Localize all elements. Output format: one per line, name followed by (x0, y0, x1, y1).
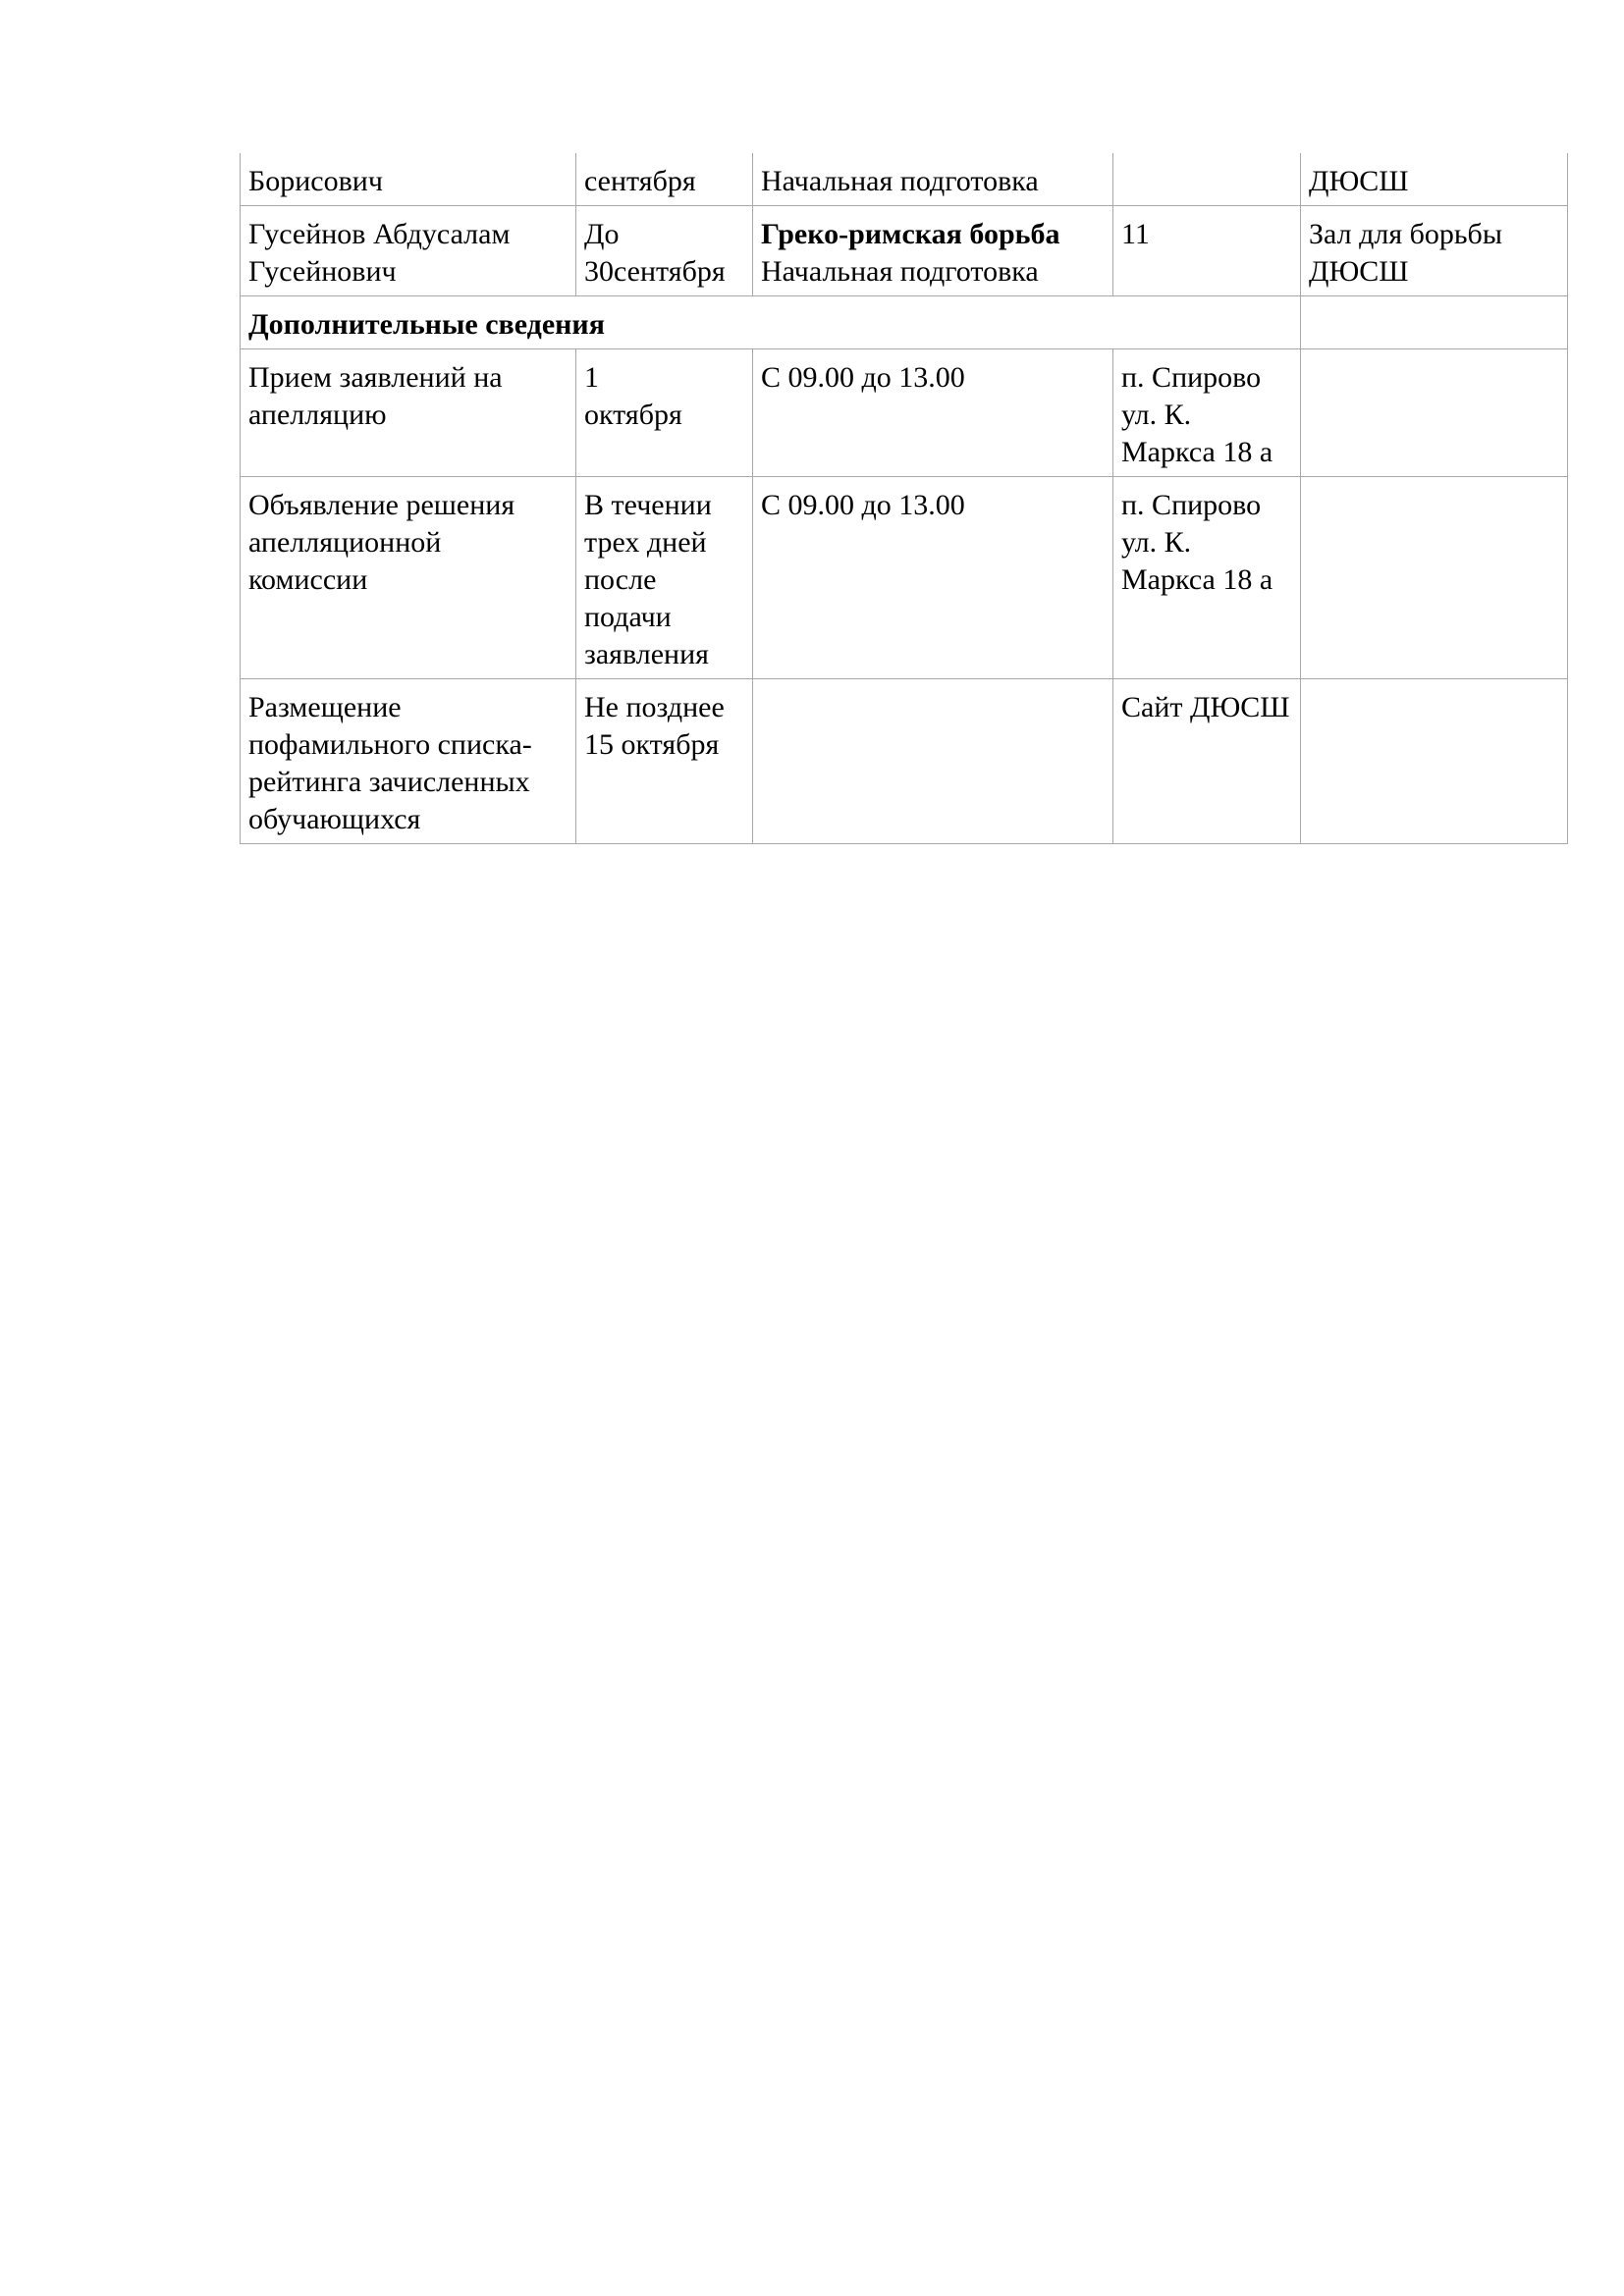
date-text: До 30сентября (584, 218, 726, 288)
note-cell (1301, 349, 1568, 477)
time-cell (753, 477, 1113, 679)
place-text: Зал для борьбы ДЮСШ (1309, 218, 1502, 288)
event-text: Размещение пофамильного списка-рейтинга зачисленных обучающихся (248, 691, 532, 835)
table-row (241, 206, 1568, 296)
place-text: ДЮСШ (1309, 165, 1409, 197)
place-cell (1301, 206, 1568, 296)
coach-name: Борисович (248, 165, 383, 197)
section-header-cell (241, 296, 1301, 349)
sport-cell (753, 153, 1113, 206)
place-text: п. Спирово ул. К. Маркса 18 а (1121, 361, 1273, 468)
date-cell (576, 153, 753, 206)
date-text: 1 октября (584, 361, 682, 431)
empty-cell (1301, 296, 1568, 349)
count-text: 11 (1121, 218, 1150, 250)
coach-name-cell (241, 153, 576, 206)
event-text: Объявление решения апелляционной комиссии (248, 489, 515, 596)
count-cell (1113, 153, 1301, 206)
date-text: сентября (584, 165, 696, 197)
time-cell (753, 349, 1113, 477)
table-row (241, 477, 1568, 679)
event-cell (241, 349, 576, 477)
date-cell (576, 477, 753, 679)
place-text: Сайт ДЮСШ (1121, 691, 1290, 723)
table-row (241, 153, 1568, 206)
time-cell (753, 679, 1113, 844)
section-header: Дополнительные сведения (248, 308, 605, 341)
level-text: Начальная подготовка (761, 165, 1039, 197)
level-text: Начальная подготовка (761, 255, 1039, 288)
note-cell (1301, 477, 1568, 679)
count-cell (1113, 206, 1301, 296)
place-text: п. Спирово ул. К. Маркса 18 а (1121, 489, 1273, 596)
date-cell (576, 679, 753, 844)
note-cell (1301, 679, 1568, 844)
event-text: Прием заявлений на апелляцию (248, 361, 503, 431)
place-cell (1113, 349, 1301, 477)
place-cell (1301, 153, 1568, 206)
date-text: В течении трех дней после подачи заявления (584, 489, 712, 670)
time-text: С 09.00 до 13.00 (761, 361, 965, 394)
date-cell (576, 206, 753, 296)
date-text: Не позднее 15 октября (584, 691, 725, 761)
event-cell (241, 679, 576, 844)
event-cell (241, 477, 576, 679)
table-row (241, 679, 1568, 844)
place-cell (1113, 477, 1301, 679)
sport-name: Греко-римская борьба (761, 218, 1060, 250)
coach-name: Гусейнов Абдусалам Гусейнович (248, 218, 511, 288)
section-header-row (241, 296, 1568, 349)
date-cell (576, 349, 753, 477)
coach-name-cell (241, 206, 576, 296)
time-text: С 09.00 до 13.00 (761, 489, 965, 521)
table-row (241, 349, 1568, 477)
schedule-table (240, 153, 1568, 844)
sport-cell (753, 206, 1113, 296)
place-cell (1113, 679, 1301, 844)
